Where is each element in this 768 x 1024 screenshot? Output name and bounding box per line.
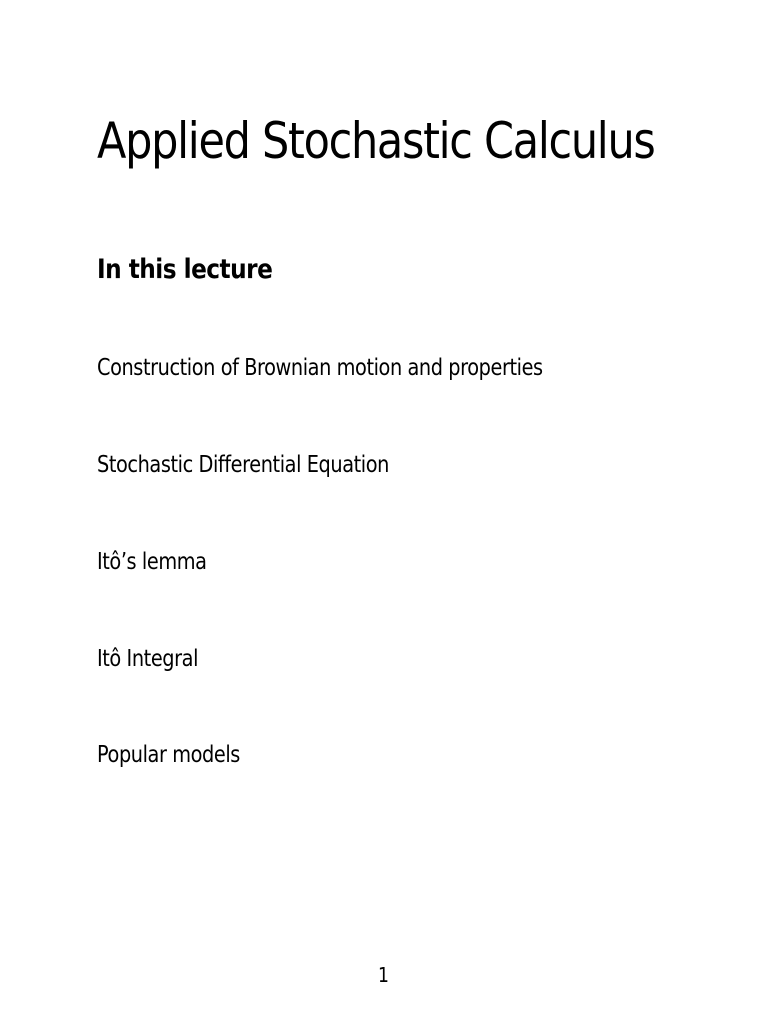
- topic-item: Itô’s lemma: [97, 549, 207, 575]
- section-heading: In this lecture: [97, 254, 273, 285]
- topic-item: Stochastic Differential Equation: [97, 452, 389, 478]
- topic-item: Popular models: [97, 742, 240, 768]
- page-number: 1: [378, 963, 389, 987]
- topic-item: Construction of Brownian motion and properties: [97, 355, 543, 381]
- slide-title: Applied Stochastic Calculus: [97, 112, 655, 170]
- topic-item: Itô Integral: [97, 646, 199, 672]
